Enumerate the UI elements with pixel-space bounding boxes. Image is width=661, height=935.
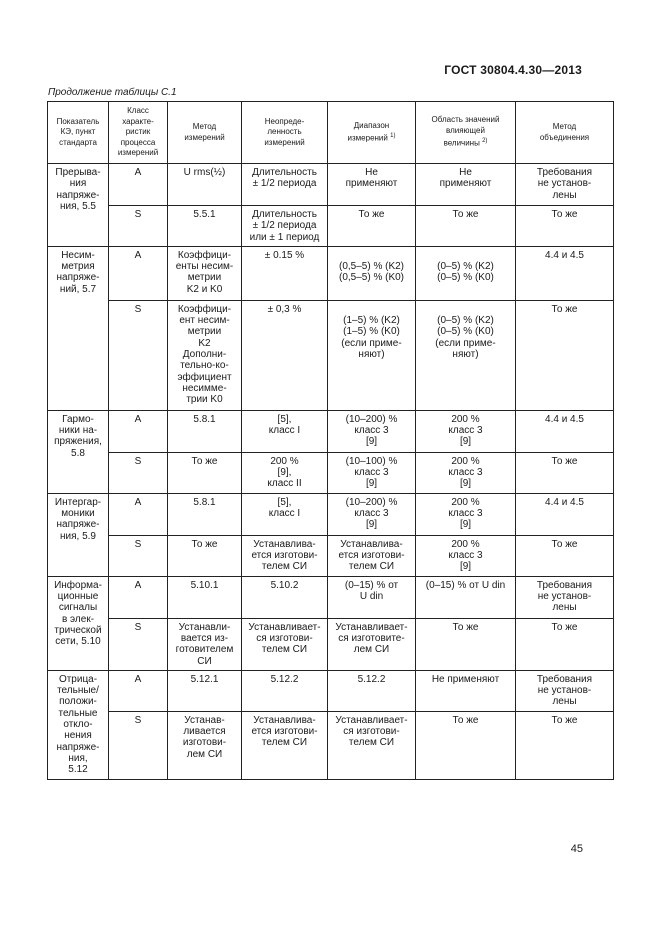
table-row <box>48 206 614 247</box>
method-cell: 5.12.1 <box>168 670 242 711</box>
cls-cell: A <box>109 246 168 300</box>
range-cell: (10–200) % класс 3 [9] <box>328 493 416 535</box>
cls-cell: A <box>109 164 168 206</box>
table-row <box>48 410 614 452</box>
aggregation-cell: Требования не установ- лены <box>516 670 614 711</box>
range-cell: Устанавлива- ется изготови- телем СИ <box>328 535 416 576</box>
influence-cell: Не применяют <box>416 164 516 206</box>
method-cell: 5.8.1 <box>168 410 242 452</box>
col-header-uncertainty: Неопреде- ленность измерений <box>242 102 328 164</box>
influence-cell: 200 % класс 3 [9] <box>416 410 516 452</box>
table-caption: Продолжение таблицы С.1 <box>48 87 177 98</box>
influence-cell: (0–5) % (K2) (0–5) % (K0) <box>416 246 516 300</box>
method-cell: То же <box>168 452 242 493</box>
table-row <box>48 493 614 535</box>
col-header-aggregation: Метод объединения <box>516 102 614 164</box>
uncertainty-cell: Длительность ± 1/2 периода <box>242 164 328 206</box>
method-cell: Устанав- ливается изготови- лем СИ <box>168 711 242 779</box>
table-row <box>48 300 614 410</box>
method-cell: 5.8.1 <box>168 493 242 535</box>
range-cell: Устанавливает- ся изготови- телем СИ <box>328 711 416 779</box>
method-cell: Устанавли- вается из- готовителем СИ <box>168 618 242 670</box>
method-cell: 5.10.1 <box>168 576 242 618</box>
indicator-cell: Информа- ционные сигналы в элек- трической сети, 5.10 <box>48 576 109 670</box>
influence-cell: То же <box>416 618 516 670</box>
cls-cell: A <box>109 410 168 452</box>
aggregation-cell: Требования не установ- лены <box>516 576 614 618</box>
uncertainty-cell: Устанавлива- ется изготови- телем СИ <box>242 711 328 779</box>
aggregation-cell: То же <box>516 300 614 410</box>
range-cell: То же <box>328 206 416 247</box>
cls-cell: S <box>109 711 168 779</box>
cls-cell: A <box>109 670 168 711</box>
data-table <box>47 101 614 780</box>
range-cell: (1–5) % (K2) (1–5) % (K0) (если приме- няют) <box>328 300 416 410</box>
uncertainty-cell: 5.12.2 <box>242 670 328 711</box>
influence-cell: Не применяют <box>416 670 516 711</box>
indicator-cell: Интергар- моники напряже- ния, 5.9 <box>48 493 109 576</box>
influence-cell: 200 % класс 3 [9] <box>416 493 516 535</box>
uncertainty-cell: Устанавливает- ся изготови- телем СИ <box>242 618 328 670</box>
range-cell: (10–200) % класс 3 [9] <box>328 410 416 452</box>
influence-cell: 200 % класс 3 [9] <box>416 452 516 493</box>
aggregation-cell: 4.4 и 4.5 <box>516 246 614 300</box>
uncertainty-cell: Длительность ± 1/2 периода или ± 1 период <box>242 206 328 247</box>
indicator-cell: Отрица- тельные/ положи- тельные откло- нения напряже- ния, 5.12 <box>48 670 109 779</box>
method-cell: Коэффици- енты несим- метрии K2 и K0 <box>168 246 242 300</box>
cls-cell: S <box>109 618 168 670</box>
method-cell: 5.5.1 <box>168 206 242 247</box>
influence-cell: То же <box>416 206 516 247</box>
cls-cell: A <box>109 493 168 535</box>
table-row <box>48 535 614 576</box>
cls-cell: S <box>109 206 168 247</box>
range-cell: (0–15) % от U din <box>328 576 416 618</box>
table-row <box>48 711 614 779</box>
indicator-cell: Несим- метрия напряже- ний, 5.7 <box>48 246 109 410</box>
cls-cell: S <box>109 300 168 410</box>
document-header: ГОСТ 30804.4.30—2013 <box>444 63 582 77</box>
table-row <box>48 452 614 493</box>
aggregation-cell: То же <box>516 711 614 779</box>
range-cell: (10–100) % класс 3 [9] <box>328 452 416 493</box>
range-cell: Не применяют <box>328 164 416 206</box>
aggregation-cell: Требования не установ- лены <box>516 164 614 206</box>
indicator-cell: Гармо- ники на- пряжения, 5.8 <box>48 410 109 493</box>
range-cell: (0,5–5) % (K2) (0,5–5) % (K0) <box>328 246 416 300</box>
uncertainty-cell: ± 0,3 % <box>242 300 328 410</box>
uncertainty-cell: 5.10.2 <box>242 576 328 618</box>
table-row <box>48 246 614 300</box>
aggregation-cell: 4.4 и 4.5 <box>516 493 614 535</box>
col-header-indicator: Показатель КЭ, пункт стандарта <box>48 102 109 164</box>
col-header-influence: Область значений влияющей величины $^{2)}$ <box>416 102 516 164</box>
col-header-class: Класс характе- ристик процесса измерений <box>109 102 168 164</box>
col-header-method: Метод измерений <box>168 102 242 164</box>
cls-cell: S <box>109 452 168 493</box>
method-cell: Коэффици- ент несим- метрии K2 Дополни- тельно-ко- эффициент несимме- трии K0 <box>168 300 242 410</box>
aggregation-cell: 4.4 и 4.5 <box>516 410 614 452</box>
col-header-range: Диапазон измерений $^{1)}$ <box>328 102 416 164</box>
cls-cell: S <box>109 535 168 576</box>
uncertainty-cell: 200 % [9], класс II <box>242 452 328 493</box>
page-number: 45 <box>570 843 583 855</box>
uncertainty-cell: ± 0.15 % <box>242 246 328 300</box>
range-cell: 5.12.2 <box>328 670 416 711</box>
table-row <box>48 576 614 618</box>
aggregation-cell: То же <box>516 206 614 247</box>
range-cell: Устанавливает- ся изготовите- лем СИ <box>328 618 416 670</box>
table-header-row <box>48 102 614 164</box>
influence-cell: То же <box>416 711 516 779</box>
aggregation-cell: То же <box>516 452 614 493</box>
uncertainty-cell: [5], класс I <box>242 410 328 452</box>
uncertainty-cell: Устанавлива- ется изготови- телем СИ <box>242 535 328 576</box>
uncertainty-cell: [5], класс I <box>242 493 328 535</box>
table-row <box>48 618 614 670</box>
method-cell: U rms(½) <box>168 164 242 206</box>
method-cell: То же <box>168 535 242 576</box>
table-row <box>48 164 614 206</box>
indicator-cell: Прерыва- ния напряже- ния, 5.5 <box>48 164 109 247</box>
influence-cell: (0–5) % (K2) (0–5) % (K0) (если приме- няют) <box>416 300 516 410</box>
influence-cell: (0–15) % от U din <box>416 576 516 618</box>
aggregation-cell: То же <box>516 535 614 576</box>
cls-cell: A <box>109 576 168 618</box>
aggregation-cell: То же <box>516 618 614 670</box>
influence-cell: 200 % класс 3 [9] <box>416 535 516 576</box>
table-row <box>48 670 614 711</box>
